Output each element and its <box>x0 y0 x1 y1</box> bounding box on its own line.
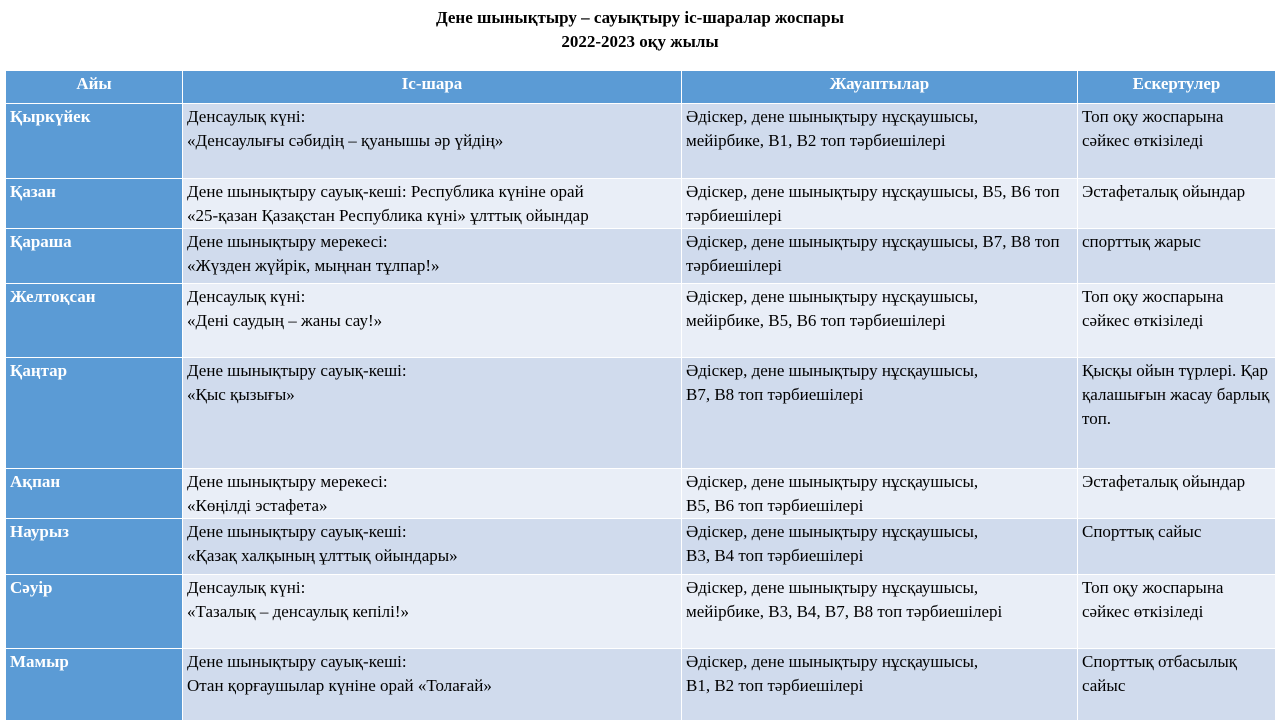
month-cell: Қазан <box>6 179 183 229</box>
notes-cell: Топ оқу жоспарына сәйкес өткізіледі <box>1078 575 1276 649</box>
responsible-cell: Әдіскер, дене шынықтыру нұсқаушысы, В5, В6 топ тәрбиешілері <box>682 469 1078 519</box>
table-row <box>6 104 1276 179</box>
event-cell: Дене шынықтыру сауық-кеші: Отан қорғаушылар күніне орай «Толағай» <box>183 649 682 721</box>
notes-cell: Спорттық отбасылық сайыс <box>1078 649 1276 721</box>
event-cell: Денсаулық күні: «Дені саудың – жаны сау!» <box>183 284 682 358</box>
title-line-1: Дене шынықтыру – сауықтыру іс-шаралар жоспары <box>435 8 845 27</box>
event-cell: Дене шынықтыру сауық-кеші: «Қазақ халқының ұлттық ойындары» <box>183 519 682 575</box>
document-title <box>0 6 1280 54</box>
notes-cell: Қысқы ойын түрлері. Қар қалашығын жасау барлық топ. <box>1078 358 1276 469</box>
notes-cell: Спорттық сайыс <box>1078 519 1276 575</box>
month-cell: Қаңтар <box>6 358 183 469</box>
table-header-row <box>6 71 1276 104</box>
month-cell: Ақпан <box>6 469 183 519</box>
table-row <box>6 229 1276 284</box>
header-responsible: Жауаптылар <box>682 71 1078 104</box>
event-cell: Дене шынықтыру мерекесі: «Жүзден жүйрік, мыңнан тұлпар!» <box>183 229 682 284</box>
table-row <box>6 284 1276 358</box>
header-notes: Ескертулер <box>1078 71 1276 104</box>
header-event: Іс-шара <box>183 71 682 104</box>
event-cell: Денсаулық күні: «Тазалық – денсаулық кепілі!» <box>183 575 682 649</box>
responsible-cell: Әдіскер, дене шынықтыру нұсқаушысы, В1, В2 топ тәрбиешілері <box>682 649 1078 721</box>
notes-cell: Топ оқу жоспарына сәйкес өткізіледі <box>1078 284 1276 358</box>
notes-cell: Эстафеталық ойындар <box>1078 179 1276 229</box>
title-line-2: 2022-2023 оқу жылы <box>561 32 719 51</box>
table-row <box>6 179 1276 229</box>
notes-cell: Эстафеталық ойындар <box>1078 469 1276 519</box>
table-row <box>6 649 1276 721</box>
notes-cell: Топ оқу жоспарына сәйкес өткізіледі <box>1078 104 1276 179</box>
responsible-cell: Әдіскер, дене шынықтыру нұсқаушысы, мейірбике, В5, В6 топ тәрбиешілері <box>682 284 1078 358</box>
month-cell: Наурыз <box>6 519 183 575</box>
event-cell: Денсаулық күні: «Денсаулығы сәбидің – қуанышы әр үйдің» <box>183 104 682 179</box>
activity-plan-table <box>5 70 1276 721</box>
month-cell: Қараша <box>6 229 183 284</box>
responsible-cell: Әдіскер, дене шынықтыру нұсқаушысы, В7, В8 топ тәрбиешілері <box>682 358 1078 469</box>
event-cell: Дене шынықтыру мерекесі: «Көңілді эстафета» <box>183 469 682 519</box>
month-cell: Желтоқсан <box>6 284 183 358</box>
responsible-cell: Әдіскер, дене шынықтыру нұсқаушысы, В3, В4 топ тәрбиешілері <box>682 519 1078 575</box>
notes-cell: спорттық жарыс <box>1078 229 1276 284</box>
responsible-cell: Әдіскер, дене шынықтыру нұсқаушысы, В5, В6 топ тәрбиешілері <box>682 179 1078 229</box>
table-row <box>6 358 1276 469</box>
responsible-cell: Әдіскер, дене шынықтыру нұсқаушысы, мейірбике, В1, В2 топ тәрбиешілері <box>682 104 1078 179</box>
month-cell: Қыркүйек <box>6 104 183 179</box>
event-cell: Дене шынықтыру сауық-кеші: Республика күніне орай «25-қазан Қазақстан Республика күні» ұлттық ойындар <box>183 179 682 229</box>
month-cell: Мамыр <box>6 649 183 721</box>
responsible-cell: Әдіскер, дене шынықтыру нұсқаушысы, В7, В8 топ тәрбиешілері <box>682 229 1078 284</box>
responsible-cell: Әдіскер, дене шынықтыру нұсқаушысы, мейірбике, В3, В4, В7, В8 топ тәрбиешілері <box>682 575 1078 649</box>
header-month: Айы <box>6 71 183 104</box>
event-cell: Дене шынықтыру сауық-кеші: «Қыс қызығы» <box>183 358 682 469</box>
table-row <box>6 575 1276 649</box>
month-cell: Сәуір <box>6 575 183 649</box>
table-row <box>6 469 1276 519</box>
table-row <box>6 519 1276 575</box>
